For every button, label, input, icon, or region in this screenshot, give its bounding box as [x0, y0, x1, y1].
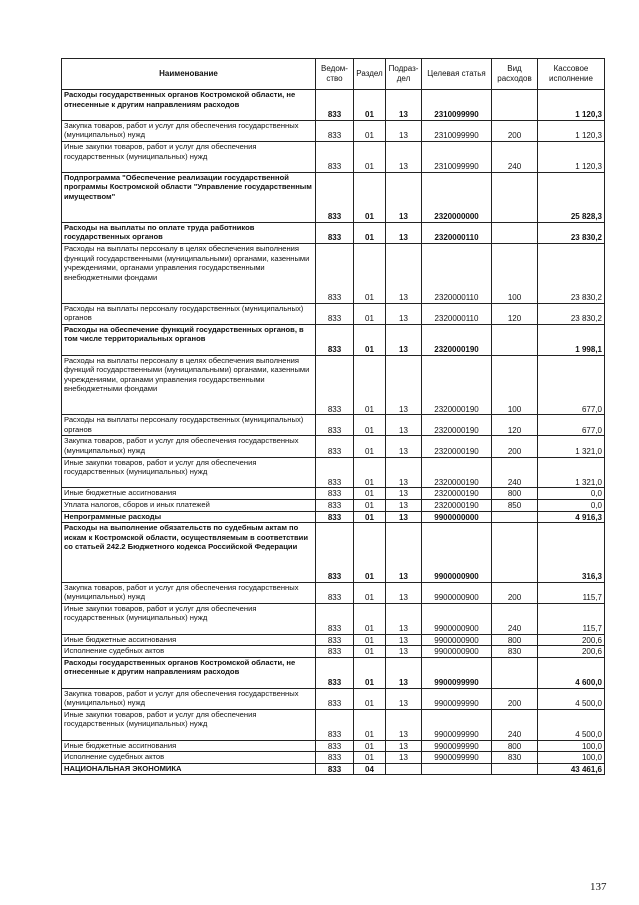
row-type: 830 [492, 646, 538, 658]
header-subsection: Подраз-дел [386, 59, 422, 90]
row-target: 9900000900 [422, 603, 492, 634]
row-type: 200 [492, 120, 538, 141]
row-dept: 833 [316, 141, 354, 172]
row-type: 120 [492, 303, 538, 324]
row-type [492, 511, 538, 523]
row-name: Исполнение судебных актов [62, 646, 316, 658]
table-row [62, 141, 605, 172]
row-type: 800 [492, 740, 538, 752]
row-amount: 4 600,0 [538, 657, 605, 688]
table-row [62, 415, 605, 436]
row-type: 830 [492, 752, 538, 764]
row-dept: 833 [316, 523, 354, 583]
row-amount: 677,0 [538, 355, 605, 415]
row-target: 9900000900 [422, 634, 492, 646]
row-target: 2320000110 [422, 222, 492, 243]
table-row [62, 436, 605, 457]
row-target: 2320000190 [422, 488, 492, 500]
row-subsection [386, 763, 422, 775]
table-row [62, 172, 605, 222]
row-section: 01 [354, 499, 386, 511]
row-amount: 100,0 [538, 740, 605, 752]
table-row [62, 120, 605, 141]
row-name: Расходы на обеспечение функций государственных органов, в том числе территориальных органов [62, 324, 316, 355]
row-target: 9900099990 [422, 709, 492, 740]
row-name: Расходы на выплаты персоналу государственных (муниципальных) органов [62, 415, 316, 436]
row-subsection: 13 [386, 511, 422, 523]
table-row [62, 499, 605, 511]
table-header-row [62, 59, 605, 90]
row-type: 200 [492, 688, 538, 709]
row-amount: 43 461,6 [538, 763, 605, 775]
row-amount: 200,6 [538, 646, 605, 658]
row-name: Иные закупки товаров, работ и услуг для обеспечения государственных (муниципальных) нужд [62, 709, 316, 740]
row-section: 01 [354, 603, 386, 634]
table-row [62, 582, 605, 603]
row-dept: 833 [316, 763, 354, 775]
row-dept: 833 [316, 355, 354, 415]
page-number: 137 [590, 881, 607, 893]
row-subsection: 13 [386, 752, 422, 764]
row-target: 9900000000 [422, 511, 492, 523]
row-name: Иные бюджетные ассигнования [62, 634, 316, 646]
table-row [62, 222, 605, 243]
row-amount: 23 830,2 [538, 303, 605, 324]
table-row [62, 90, 605, 121]
table-row [62, 457, 605, 488]
row-dept: 833 [316, 324, 354, 355]
row-name: Иные закупки товаров, работ и услуг для обеспечения государственных (муниципальных) нужд [62, 457, 316, 488]
table-row [62, 603, 605, 634]
row-name: Иные закупки товаров, работ и услуг для обеспечения государственных (муниципальных) нужд [62, 141, 316, 172]
row-subsection: 13 [386, 582, 422, 603]
row-type: 240 [492, 709, 538, 740]
row-name: Расходы на выплаты персоналу в целях обеспечения выполнения функций государственными (муниципальными) органами, казенными учреждениями, органами управления государственными внебюджетными фондами [62, 355, 316, 415]
row-subsection: 13 [386, 499, 422, 511]
row-section: 01 [354, 646, 386, 658]
row-section: 01 [354, 740, 386, 752]
row-target: 9900000900 [422, 582, 492, 603]
row-name: Закупка товаров, работ и услуг для обеспечения государственных (муниципальных) нужд [62, 436, 316, 457]
row-section: 01 [354, 243, 386, 303]
row-amount: 100,0 [538, 752, 605, 764]
row-target: 9900000900 [422, 646, 492, 658]
budget-table [61, 58, 605, 775]
row-section: 01 [354, 688, 386, 709]
row-subsection: 13 [386, 457, 422, 488]
row-section: 01 [354, 488, 386, 500]
table-row [62, 752, 605, 764]
row-name: Закупка товаров, работ и услуг для обеспечения государственных (муниципальных) нужд [62, 120, 316, 141]
row-type [492, 523, 538, 583]
row-type [492, 324, 538, 355]
row-name: Расходы государственных органов Костромской области, не отнесенные к другим направлениям расходов [62, 657, 316, 688]
row-target [422, 763, 492, 775]
header-amount: Кассовое исполнение [538, 59, 605, 90]
row-subsection: 13 [386, 688, 422, 709]
row-type: 850 [492, 499, 538, 511]
row-amount: 1 120,3 [538, 90, 605, 121]
row-subsection: 13 [386, 523, 422, 583]
row-amount: 1 120,3 [538, 120, 605, 141]
row-target: 2310099990 [422, 90, 492, 121]
row-dept: 833 [316, 634, 354, 646]
row-dept: 833 [316, 303, 354, 324]
row-dept: 833 [316, 90, 354, 121]
row-target: 2320000110 [422, 243, 492, 303]
table-row [62, 355, 605, 415]
row-target: 2310099990 [422, 141, 492, 172]
row-subsection: 13 [386, 324, 422, 355]
row-dept: 833 [316, 499, 354, 511]
row-dept: 833 [316, 172, 354, 222]
row-name: Расходы на выплаты по оплате труда работников государственных органов [62, 222, 316, 243]
row-target: 2320000190 [422, 436, 492, 457]
row-type: 800 [492, 634, 538, 646]
header-target: Целевая статья [422, 59, 492, 90]
row-type: 200 [492, 436, 538, 457]
row-name: Исполнение судебных актов [62, 752, 316, 764]
row-section: 01 [354, 709, 386, 740]
row-section: 01 [354, 303, 386, 324]
row-section: 01 [354, 415, 386, 436]
row-amount: 1 998,1 [538, 324, 605, 355]
row-target: 2320000190 [422, 457, 492, 488]
row-dept: 833 [316, 436, 354, 457]
row-section: 01 [354, 120, 386, 141]
budget-table-container [61, 58, 604, 775]
row-dept: 833 [316, 222, 354, 243]
header-dept: Ведом-ство [316, 59, 354, 90]
row-amount: 25 828,3 [538, 172, 605, 222]
row-dept: 833 [316, 709, 354, 740]
row-type [492, 222, 538, 243]
row-amount: 4 916,3 [538, 511, 605, 523]
row-type: 240 [492, 603, 538, 634]
row-amount: 0,0 [538, 499, 605, 511]
row-type [492, 172, 538, 222]
table-row [62, 511, 605, 523]
table-row [62, 523, 605, 583]
row-dept: 833 [316, 688, 354, 709]
row-amount: 677,0 [538, 415, 605, 436]
row-target: 2320000190 [422, 415, 492, 436]
row-target: 2320000190 [422, 499, 492, 511]
row-amount: 115,7 [538, 582, 605, 603]
row-subsection: 13 [386, 415, 422, 436]
row-name: Расходы на выплаты персоналу в целях обеспечения выполнения функций государственными (муниципальными) органами, казенными учреждениями, органами управления государственными внебюджетными фондами [62, 243, 316, 303]
table-row [62, 740, 605, 752]
row-name: Расходы на выплаты персоналу государственных (муниципальных) органов [62, 303, 316, 324]
row-type: 800 [492, 488, 538, 500]
row-amount: 23 830,2 [538, 222, 605, 243]
row-subsection: 13 [386, 141, 422, 172]
row-dept: 833 [316, 488, 354, 500]
row-name: Закупка товаров, работ и услуг для обеспечения государственных (муниципальных) нужд [62, 688, 316, 709]
header-section: Раздел [354, 59, 386, 90]
row-subsection: 13 [386, 634, 422, 646]
row-target: 9900099990 [422, 740, 492, 752]
row-name: НАЦИОНАЛЬНАЯ ЭКОНОМИКА [62, 763, 316, 775]
row-target: 2320000190 [422, 324, 492, 355]
row-type [492, 657, 538, 688]
row-section: 01 [354, 582, 386, 603]
row-name: Расходы на выполнение обязательств по судебным актам по искам к Костромской области, осуществляемым в соответствии со статьей 242.2 Бюджетного кодекса Российской Федерации [62, 523, 316, 583]
row-subsection: 13 [386, 303, 422, 324]
table-row [62, 763, 605, 775]
row-subsection: 13 [386, 740, 422, 752]
row-dept: 833 [316, 740, 354, 752]
row-subsection: 13 [386, 90, 422, 121]
row-dept: 833 [316, 603, 354, 634]
row-type: 100 [492, 355, 538, 415]
row-type [492, 90, 538, 121]
row-subsection: 13 [386, 709, 422, 740]
row-section: 01 [354, 752, 386, 764]
header-name: Наименование [62, 59, 316, 90]
row-dept: 833 [316, 657, 354, 688]
row-target: 2320000190 [422, 355, 492, 415]
row-section: 01 [354, 324, 386, 355]
row-subsection: 13 [386, 488, 422, 500]
row-subsection: 13 [386, 355, 422, 415]
row-name: Подпрограмма "Обеспечение реализации государственной программы Костромской области "Управление государственным имуществом" [62, 172, 316, 222]
row-section: 01 [354, 222, 386, 243]
table-row [62, 303, 605, 324]
row-dept: 833 [316, 120, 354, 141]
header-type: Вид расходов [492, 59, 538, 90]
row-amount: 23 830,2 [538, 243, 605, 303]
row-amount: 316,3 [538, 523, 605, 583]
row-subsection: 13 [386, 172, 422, 222]
row-name: Иные закупки товаров, работ и услуг для обеспечения государственных (муниципальных) нужд [62, 603, 316, 634]
row-name: Расходы государственных органов Костромской области, не отнесенные к другим направлениям расходов [62, 90, 316, 121]
row-type [492, 763, 538, 775]
row-subsection: 13 [386, 120, 422, 141]
table-body [62, 90, 605, 775]
row-amount: 200,6 [538, 634, 605, 646]
row-type: 120 [492, 415, 538, 436]
row-amount: 4 500,0 [538, 709, 605, 740]
row-name: Закупка товаров, работ и услуг для обеспечения государственных (муниципальных) нужд [62, 582, 316, 603]
row-section: 01 [354, 90, 386, 121]
row-section: 01 [354, 436, 386, 457]
row-amount: 115,7 [538, 603, 605, 634]
row-target: 2310099990 [422, 120, 492, 141]
row-dept: 833 [316, 511, 354, 523]
row-section: 01 [354, 141, 386, 172]
row-section: 01 [354, 457, 386, 488]
row-dept: 833 [316, 582, 354, 603]
row-dept: 833 [316, 415, 354, 436]
row-type: 240 [492, 457, 538, 488]
row-amount: 0,0 [538, 488, 605, 500]
row-dept: 833 [316, 752, 354, 764]
row-type: 240 [492, 141, 538, 172]
row-section: 01 [354, 511, 386, 523]
row-section: 01 [354, 657, 386, 688]
table-row [62, 243, 605, 303]
table-row [62, 634, 605, 646]
row-amount: 4 500,0 [538, 688, 605, 709]
row-section: 04 [354, 763, 386, 775]
table-row [62, 688, 605, 709]
table-row [62, 657, 605, 688]
row-section: 01 [354, 172, 386, 222]
row-name: Непрограммные расходы [62, 511, 316, 523]
row-target: 9900099990 [422, 657, 492, 688]
row-dept: 833 [316, 646, 354, 658]
row-name: Уплата налогов, сборов и иных платежей [62, 499, 316, 511]
row-section: 01 [354, 355, 386, 415]
row-dept: 833 [316, 243, 354, 303]
table-row [62, 646, 605, 658]
row-target: 2320000110 [422, 303, 492, 324]
table-row [62, 324, 605, 355]
row-subsection: 13 [386, 222, 422, 243]
table-row [62, 488, 605, 500]
row-amount: 1 321,0 [538, 457, 605, 488]
row-subsection: 13 [386, 657, 422, 688]
row-target: 2320000000 [422, 172, 492, 222]
row-section: 01 [354, 634, 386, 646]
row-type: 200 [492, 582, 538, 603]
row-subsection: 13 [386, 646, 422, 658]
row-subsection: 13 [386, 436, 422, 457]
row-target: 9900000900 [422, 523, 492, 583]
row-dept: 833 [316, 457, 354, 488]
row-target: 9900099990 [422, 688, 492, 709]
row-section: 01 [354, 523, 386, 583]
row-subsection: 13 [386, 603, 422, 634]
table-row [62, 709, 605, 740]
row-name: Иные бюджетные ассигнования [62, 740, 316, 752]
row-amount: 1 321,0 [538, 436, 605, 457]
row-type: 100 [492, 243, 538, 303]
row-subsection: 13 [386, 243, 422, 303]
row-target: 9900099990 [422, 752, 492, 764]
row-amount: 1 120,3 [538, 141, 605, 172]
row-name: Иные бюджетные ассигнования [62, 488, 316, 500]
